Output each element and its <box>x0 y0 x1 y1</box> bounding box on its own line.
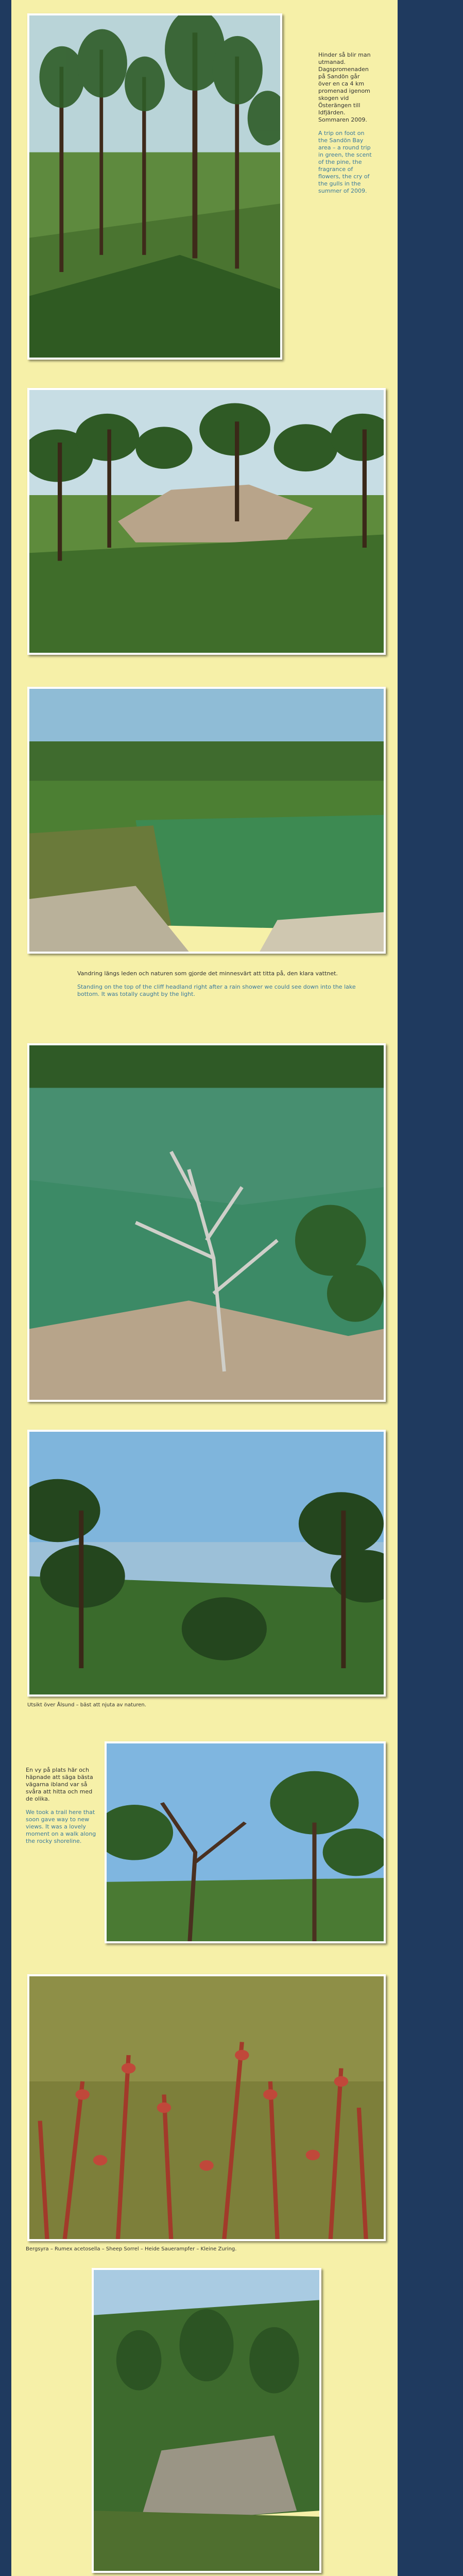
text-block-4-english: We took a trail here that soon gave way to new views. It was a lovely moment on a walk along the rocky shoreline. <box>26 1809 96 1844</box>
photo-red-sorrel <box>27 1974 386 2241</box>
right-band <box>398 0 463 2576</box>
photo-green-lake <box>27 687 386 954</box>
photo-dead-tree-water <box>27 1043 386 1402</box>
photo-pine-forest-rock <box>27 388 386 655</box>
text-block-4-swedish: En vy på plats här och häpnade att säga bästa vägarna ibland var så svåra att hitta och med de olika. <box>26 1767 93 1802</box>
text-block-1 <box>318 52 374 195</box>
photo-sea-view-pines <box>27 1430 386 1697</box>
photo-forest-path <box>27 13 282 360</box>
text-block-4 <box>26 1767 98 1845</box>
text-block-1-swedish: Hinder så blir man utmanad. Dagspromenaden på Sandön går över en ca 4 km promenad igenom skogen vid Österängen till Idfjärden. Sommaren 2009. <box>318 52 371 123</box>
caption-sea-view: Utsikt över Ålsund – bäst att njuta av naturen. <box>27 1702 146 1708</box>
text-block-2 <box>77 970 366 998</box>
caption-red-sorrel: Bergsyra – Rumex acetosella – Sheep Sorrel – Heide Sauerampfer – Kleine Zuring. <box>26 2246 237 2252</box>
photo-pine-rocky-hill <box>105 1741 386 1943</box>
text-block-2-swedish: Vandring längs leden och naturen som gjorde det minnesvärt att titta på, den klara vattnet. <box>77 970 338 977</box>
photo-forest-hill-pond <box>92 2268 321 2573</box>
left-strip <box>0 0 11 2576</box>
text-block-2-english: Standing on the top of the cliff headland right after a rain shower we could see down into the lake bottom. It was totally caught by the light. <box>77 984 356 997</box>
text-block-1-english: A trip on foot on the Sandön Bay area – a round trip in green, the scent of the pine, the fragrance of flowers, the cry of the gulls in the summer of 2009. <box>318 130 372 194</box>
